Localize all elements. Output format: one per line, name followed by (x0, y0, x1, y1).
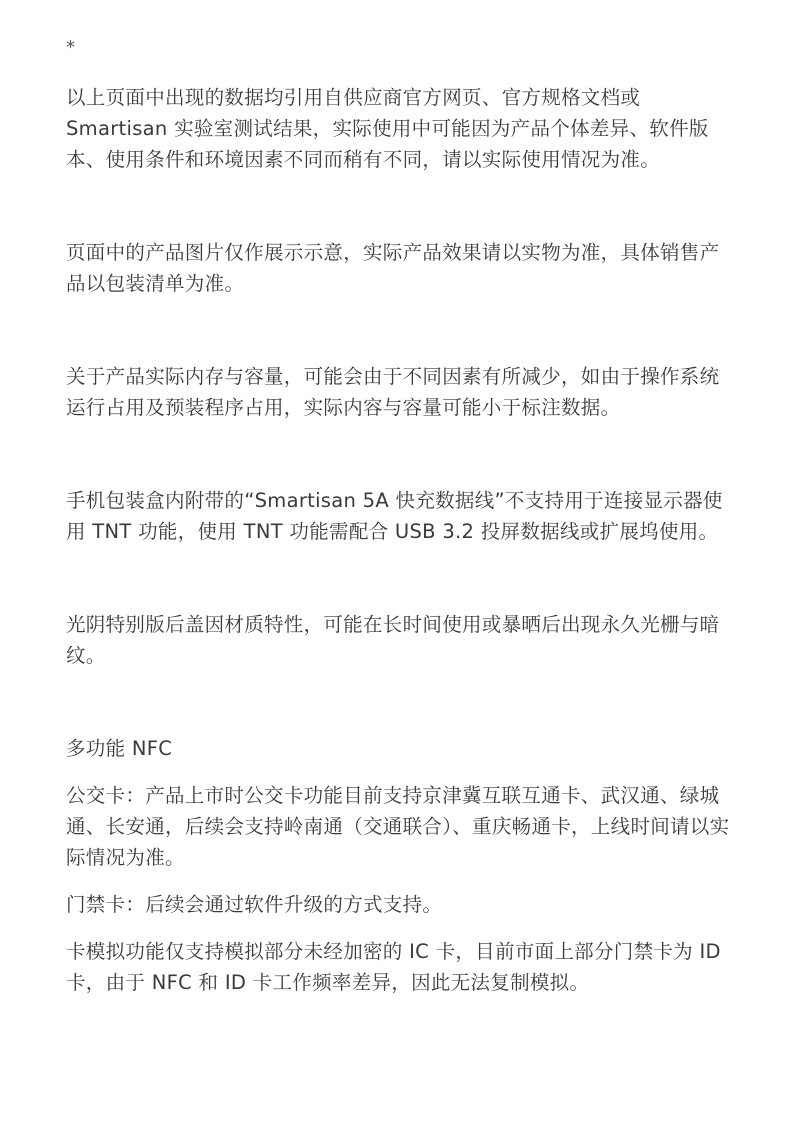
nfc-item-access-card (66, 889, 730, 920)
disclaimer-text: 手机包装盒内附带的“Smartisan 5A 快充数据线”不支持用于连接显示器使用 TNT 功能，使用 TNT 功能需配合 USB 3.2 投屏数据线或扩展坞使用。 (66, 489, 723, 543)
disclaimer-text: 页面中的产品图片仅作展示示意，实际产品效果请以实物为准，具体销售产品以包装清单为准。 (66, 241, 720, 295)
nfc-item-text: 卡模拟功能仅支持模拟部分未经加密的 IC 卡，目前市面上部分门禁卡为 ID 卡，由于 NFC 和 ID 卡工作频率差异，因此无法复制模拟。 (66, 940, 721, 994)
nfc-item-text: 门禁卡：后续会通过软件升级的方式支持。 (66, 893, 443, 916)
disclaimer-data-source (66, 82, 730, 175)
disclaimer-text: 以上页面中出现的数据均引用自供应商官方网页、官方规格文档或 Smartisan 实验室测试结果，实际使用中可能因为产品个体差异、软件版本、使用条件和环境因素不同而稍有不同，请以实际使用情况为准。 (66, 86, 709, 171)
disclaimer-storage-capacity (66, 361, 730, 423)
nfc-section (66, 733, 730, 998)
disclaimer-text: 关于产品实际内存与容量，可能会由于不同因素有所减少，如由于操作系统运行占用及预装程序占用，实际内容与容量可能小于标注数据。 (66, 365, 720, 419)
nfc-item-text: 公交卡：产品上市时公交卡功能目前支持京津冀互联互通卡、武汉通、绿城通、长安通，后续会支持岭南通（交通联合）、重庆畅通卡，上线时间请以实际情况为准。 (66, 784, 730, 869)
disclaimer-cable-tnt (66, 485, 730, 547)
disclaimer-text: 光阴特别版后盖因材质特性，可能在长时间使用或暴晒后出现永久光栅与暗纹。 (66, 613, 720, 667)
disclaimer-product-images (66, 237, 730, 299)
nfc-item-card-emulation (66, 936, 730, 998)
nfc-section-title: 多功能 NFC (66, 737, 173, 760)
nfc-item-transit-card (66, 780, 730, 873)
asterisk-marker: * (66, 37, 75, 58)
disclaimer-back-cover (66, 609, 730, 671)
